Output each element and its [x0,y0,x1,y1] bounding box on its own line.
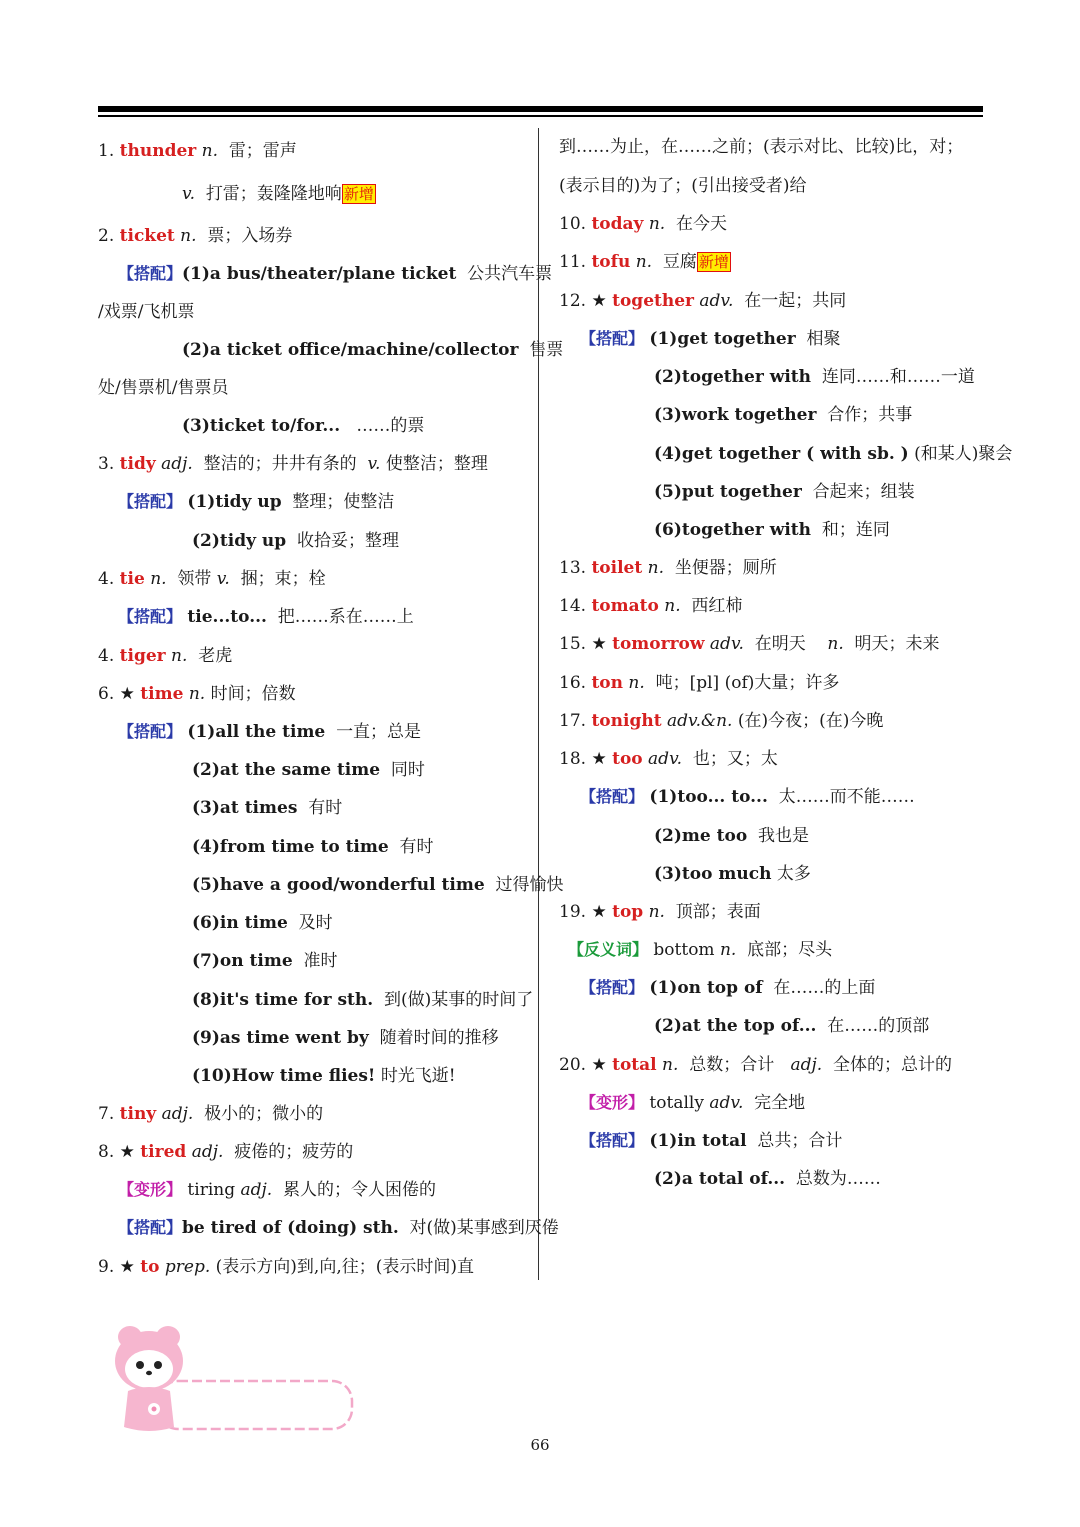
star-icon: ★ [591,749,607,769]
collocation-ticket-2-cont: 处/售票机/售票员 [98,378,229,398]
collocation-too-2: (2)me too 我也是 [654,826,809,846]
collocation-together-4: (4)get together ( with sb. ) (和某人)聚会 [654,444,1013,464]
variant-tired: 【变形】 tiring adj. 累人的；令人困倦的 [118,1180,437,1200]
variant-total: 【变形】 totally adv. 完全地 [580,1093,806,1113]
new-badge: 新增 [698,253,729,271]
star-icon: ★ [119,684,135,704]
header-rule-thin [98,115,983,117]
entry-ticket: 2. ticket n. 票；入场券 [98,226,293,246]
collocation-together-3: (3)work together 合作；共事 [654,405,913,425]
collocation-ticket-1-cont: /戏票/飞机票 [98,302,195,322]
entry-thunder-verb: v. 打雷；轰隆隆地响 新增 [182,184,374,204]
entry-total: 20. ★ total n. 总数；合计 adj. 全体的；总计的 [559,1055,952,1075]
collocation-too-3: (3)too much 太多 [654,864,811,884]
entry-top: 19. ★ top n. 顶部；表面 [559,902,761,922]
entry-ton: 16. ton n. 吨；[pl] (of)大量；许多 [559,673,840,693]
collocation-top-2: (2)at the top of... 在……的顶部 [654,1016,930,1036]
collocation-together-2: (2)together with 连同……和……一道 [654,367,975,387]
entry-tiny: 7. tiny adj. 极小的；微小的 [98,1104,324,1124]
entry-together: 12. ★ together adv. 在一起；共同 [559,291,847,311]
collocation-together-5: (5)put together 合起来；组装 [654,482,915,502]
collocation-tidy-2: (2)tidy up 收拾妥；整理 [192,531,399,551]
entry-to-cont-1: 到……为止，在……之前；(表示对比、比较)比，对； [559,137,964,157]
star-icon: ★ [119,1257,135,1277]
star-icon: ★ [119,1142,135,1162]
collocation-together-1: 【搭配】 (1)get together 相聚 [580,329,841,349]
collocation-time-5: (5)have a good/wonderful time 过得愉快 [192,875,564,895]
entry-tie: 4. tie n. 领带 v. 捆；束；栓 [98,569,326,589]
star-icon: ★ [591,902,607,922]
entry-tofu: 11. tofu n. 豆腐 新增 [559,252,729,272]
header-rule-thick [98,106,983,112]
collocation-ticket-3: (3)ticket to/for... ……的票 [182,416,425,436]
new-badge: 新增 [343,185,374,203]
collocation-total-2: (2)a total of... 总数为…… [654,1169,881,1189]
collocation-top-1: 【搭配】 (1)on top of 在……的上面 [580,978,876,998]
collocation-time-6: (6)in time 及时 [192,913,333,933]
collocation-time-10: (10)How time flies! 时光飞逝! [192,1066,456,1086]
collocation-tie: 【搭配】 tie...to... 把……系在……上 [118,607,414,627]
entry-today: 10. today n. 在今天 [559,214,728,234]
entry-too: 18. ★ too adv. 也；又；太 [559,749,778,769]
collocation-ticket-2: (2)a ticket office/machine/collector 售票 [182,340,564,360]
collocation-time-8: (8)it's time for sth. 到(做)某事的时间了 [192,990,534,1010]
collocation-time-1: 【搭配】 (1)all the time 一直；总是 [118,722,422,742]
entry-toilet: 13. toilet n. 坐便器；厕所 [559,558,777,578]
collocation-too-1: 【搭配】 (1)too... to... 太……而不能…… [580,787,915,807]
collocation-time-3: (3)at times 有时 [192,798,343,818]
collocation-tidy-1: 【搭配】 (1)tidy up 整理；使整洁 [118,492,395,512]
entry-thunder: 1. thunder n. 雷；雷声 [98,141,297,161]
entry-tonight: 17. tonight adv.&n. (在)今夜；(在)今晚 [559,711,884,731]
collocation-time-7: (7)on time 准时 [192,951,338,971]
collocation-ticket-1: 【搭配】(1)a bus/theater/plane ticket 公共汽车票 [118,264,553,284]
collocation-time-4: (4)from time to time 有时 [192,837,434,857]
entry-tomorrow: 15. ★ tomorrow adv. 在明天 n. 明天；未来 [559,634,940,654]
star-icon: ★ [591,634,607,654]
entry-to-cont-2: (表示目的)为了；(引出接受者)给 [559,176,807,196]
page-number: 66 [530,1436,550,1454]
collocation-time-2: (2)at the same time 同时 [192,760,425,780]
antonym-top: 【反义词】 bottom n. 底部；尽头 [568,940,833,960]
star-icon: ★ [591,291,607,311]
entry-to: 9. ★ to prep. (表示方向)到,向,往；(表示时间)直 [98,1257,475,1277]
collocation-time-9: (9)as time went by 随着时间的推移 [192,1028,499,1048]
bear-mascot-illustration [108,1325,358,1437]
column-divider [538,128,539,1280]
entry-tomato: 14. tomato n. 西红柿 [559,596,743,616]
entry-tired: 8. ★ tired adj. 疲倦的；疲劳的 [98,1142,354,1162]
collocation-together-6: (6)together with 和；连同 [654,520,890,540]
entry-tidy: 3. tidy adj. 整洁的；井井有条的 v. 使整洁；整理 [98,454,488,474]
entry-time: 6. ★ time n. 时间；倍数 [98,684,296,704]
collocation-tired: 【搭配】be tired of (doing) sth. 对(做)某事感到厌倦 [118,1218,559,1238]
collocation-total-1: 【搭配】 (1)in total 总共；合计 [580,1131,843,1151]
star-icon: ★ [591,1055,607,1075]
entry-tiger: 4. tiger n. 老虎 [98,646,233,666]
